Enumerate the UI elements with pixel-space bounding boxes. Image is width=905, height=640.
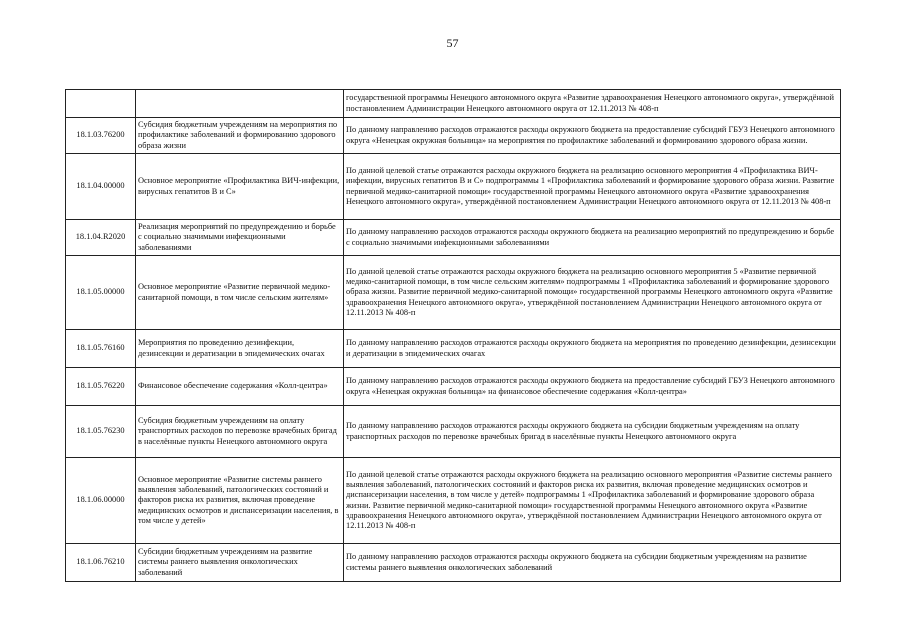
row-description: По данной целевой статье отражаются расходы окружного бюджета на реализацию основного мероприятия 5 «Развитие первичной медико-санитарной помощи, в том числе сельским жителям» подпрограммы 1 «Профилактика заболеваний и формирование здорового образа жизни. Развитие первичной медико-санитарной помощи» государственной программы Ненецкого автономного округа «Развитие здравоохранения Ненецкого автономного округа», утверждённой постановлением Администрации Ненецкого автономного округа от 12.11.2013 № 408-п [344,256,841,330]
table-row [66,406,841,458]
row-name [136,90,344,118]
table-row [66,220,841,256]
table-row [66,256,841,330]
row-description: По данному направлению расходов отражаются расходы окружного бюджета на предоставление субсидий ГБУЗ Ненецкого автономного округа «Ненецкая окружная больница» на мероприятия по профилактике заболеваний и формированию здорового образа жизни. [344,118,841,154]
row-name: Основное мероприятие «Развитие первичной медико-санитарной помощи, в том числе сельским жителям» [136,256,344,330]
row-code: 18.1.03.76200 [66,118,136,154]
row-description: По данному направлению расходов отражаются расходы окружного бюджета на субсидии бюджетным учреждениям на оплату транспортных расходов по перевозке врачебных бригад в населённые пункты Ненецкого автономного округа [344,406,841,458]
table-row [66,90,841,118]
row-description: По данному направлению расходов отражаются расходы окружного бюджета на мероприятия по проведению дезинфекции, дезинсекции и дератизации в эпидемических очагах [344,330,841,368]
row-code: 18.1.05.76160 [66,330,136,368]
row-code: 18.1.04.00000 [66,154,136,220]
row-code [66,90,136,118]
table-row [66,368,841,406]
row-name: Реализация мероприятий по предупреждению и борьбе с социально значимыми инфекционными заболеваниями [136,220,344,256]
row-name: Финансовое обеспечение содержания «Колл-центра» [136,368,344,406]
row-description: По данному направлению расходов отражаются расходы окружного бюджета на реализацию мероприятий по предупреждению и борьбе с социально значимыми инфекционными заболеваниями [344,220,841,256]
row-code: 18.1.05.76220 [66,368,136,406]
row-name: Субсидия бюджетным учреждениям на оплату транспортных расходов по перевозке врачебных бригад в населённые пункты Ненецкого автономного округа [136,406,344,458]
table-row [66,118,841,154]
row-name: Мероприятия по проведению дезинфекции, дезинсекции и дератизации в эпидемических очагах [136,330,344,368]
row-code: 18.1.04.R2020 [66,220,136,256]
table-row [66,544,841,582]
table-row [66,330,841,368]
row-name: Субсидии бюджетным учреждениям на развитие системы раннего выявления онкологических заболеваний [136,544,344,582]
row-code: 18.1.06.76210 [66,544,136,582]
page-number: 57 [446,36,459,50]
row-description: По данной целевой статье отражаются расходы окружного бюджета на реализацию основного мероприятия 4 «Профилактика ВИЧ-инфекции, вирусных гепатитов В и С» подпрограммы 1 «Профилактика заболеваний и формирование здорового образа жизни. Развитие первичной медико-санитарной помощи» государственной программы Ненецкого автономного округа «Развитие здравоохранения Ненецкого автономного округа», утверждённой постановлением Администрации Ненецкого автономного округа от 12.11.2013 № 408-п [344,154,841,220]
row-code: 18.1.06.00000 [66,458,136,544]
budget-classification-table [65,89,841,582]
row-description: государственной программы Ненецкого автономного округа «Развитие здравоохранения Ненецкого автономного округа», утверждённой постановлением Администрации Ненецкого автономного округа от 12.11.2013 № 408-п [344,90,841,118]
row-name: Основное мероприятие «Профилактика ВИЧ-инфекции, вирусных гепатитов В и С» [136,154,344,220]
table-row [66,154,841,220]
row-name: Субсидия бюджетным учреждениям на мероприятия по профилактике заболеваний и формированию здорового образа жизни [136,118,344,154]
row-code: 18.1.05.76230 [66,406,136,458]
row-description: По данному направлению расходов отражаются расходы окружного бюджета на предоставление субсидий ГБУЗ Ненецкого автономного округа «Ненецкая окружная больница» на финансовое обеспечение содержания «Колл-центра» [344,368,841,406]
row-code: 18.1.05.00000 [66,256,136,330]
row-description: По данной целевой статье отражаются расходы окружного бюджета на реализацию основного мероприятия «Развитие системы раннего выявления заболеваний, патологических состояний и факторов риска их развития, включая проведение медицинских осмотров и диспансеризации населения, в том числе у детей» подпрограммы 1 «Профилактика заболеваний и формирование здорового образа жизни. Развитие первичной медико-санитарной помощи» государственной программы Ненецкого автономного округа «Развитие здравоохранения Ненецкого автономного округа», утверждённой постановлением Администрации Ненецкого автономного округа от 12.11.2013 № 408-п [344,458,841,544]
table-row [66,458,841,544]
row-name: Основное мероприятие «Развитие системы раннего выявления заболеваний, патологических состояний и факторов риска их развития, включая проведение медицинских осмотров и диспансеризации населения, в том числе у детей» [136,458,344,544]
row-description: По данному направлению расходов отражаются расходы окружного бюджета на субсидии бюджетным учреждениям на развитие системы раннего выявления онкологических заболеваний [344,544,841,582]
